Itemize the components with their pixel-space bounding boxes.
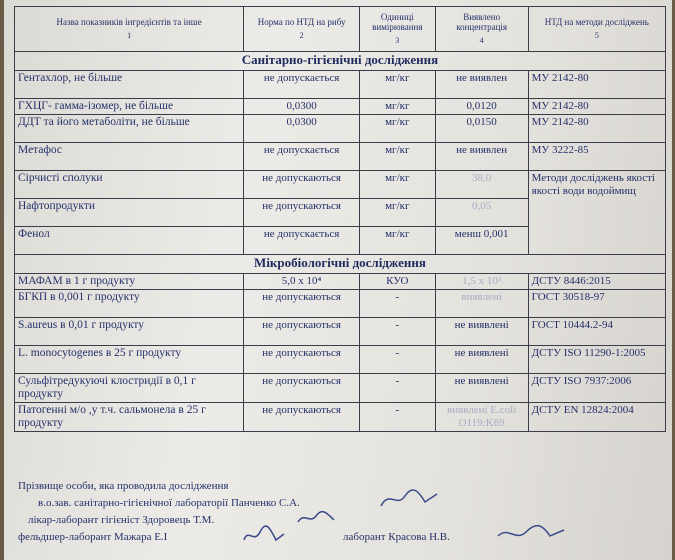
section-title-microbiology: Мікробіологічні дослідження <box>15 255 666 274</box>
document-page <box>4 0 672 560</box>
table-row: Фенол не допускається мг/кг менш 0,001 <box>15 227 666 255</box>
table-row: Патогенні м/о ,у т.ч. сальмонела в 25 г продукту не допускаються - виявлені E.coli O119:K69 ДСТУ EN 12824:2004 <box>15 403 666 432</box>
table-row: ДДТ та його метаболіти, не більше 0,0300 мг/кг 0,0150 МУ 2142-80 <box>15 115 666 143</box>
table-row: Сульфітредукуючі клостридії в 0,1 г продукту не допускаються - не виявлені ДСТУ ISO 7937:2006 <box>15 374 666 403</box>
section-title-sanitary: Санітарно-гігієнічні дослідження <box>15 52 666 71</box>
table-row: МАФАМ в 1 г продукту 5,0 х 10⁴ КУО 1,5 х 10³ ДСТУ 8446:2015 <box>15 274 666 290</box>
table-row: БГКП в 0,001 г продукту не допускаються - виявлені ГОСТ 30518-97 <box>15 290 666 318</box>
header-unit: Одиниці вимірювання 3 <box>359 7 435 52</box>
header-found: Виявлено концентрація 4 <box>435 7 528 52</box>
table-header-row <box>15 7 666 52</box>
signature-zdorovets <box>296 510 336 526</box>
table-row: ГХЦГ- гамма-ізомер, не більше 0,0300 мг/кг 0,0120 МУ 2142-80 <box>15 99 666 115</box>
signature-krasova <box>496 522 566 546</box>
table-row: Метафос не допускається мг/кг не виявлен МУ 3222-85 <box>15 143 666 171</box>
footer-feldsher: фельдшер-лаборант Мажара Е.І <box>18 531 168 543</box>
results-table <box>14 6 666 432</box>
signature-mazhara <box>242 524 287 546</box>
header-indicator: Назва показників інгредієнтів та інше 1 <box>15 7 244 52</box>
footer-lab-head: в.о.зав. санітарно-гігієнічної лабораторії Панченко С.А. <box>38 497 300 509</box>
footer-laborant: лаборант Красова Н.В. <box>343 531 450 543</box>
header-method: НТД на методи досліджень 5 <box>528 7 665 52</box>
table-row: Гентахлор, не більше не допускається мг/кг не виявлен МУ 2142-80 <box>15 71 666 99</box>
table-row: Нафтопродукти не допускаються мг/кг 0,05 <box>15 199 666 227</box>
table-row: L. monocytogenes в 25 г продукту не допускаються - не виявлені ДСТУ ISO 11290-1:2005 <box>15 346 666 374</box>
header-norm: Норма по НТД на рибу 2 <box>244 7 360 52</box>
signature-panchenko <box>379 488 439 510</box>
footer-hygienist: лікар-лаборант гігієніст Здоровець Т.М. <box>28 514 215 526</box>
footer-caption: Прізвище особи, яка проводила дослідження <box>18 480 229 492</box>
table-row: S.aureus в 0,01 г продукту не допускаються - не виявлені ГОСТ 10444.2-94 <box>15 318 666 346</box>
table-row: Сірчисті сполуки не допускаються мг/кг 38,0 Методи досліджень якості якості води водоймищ <box>15 171 666 199</box>
